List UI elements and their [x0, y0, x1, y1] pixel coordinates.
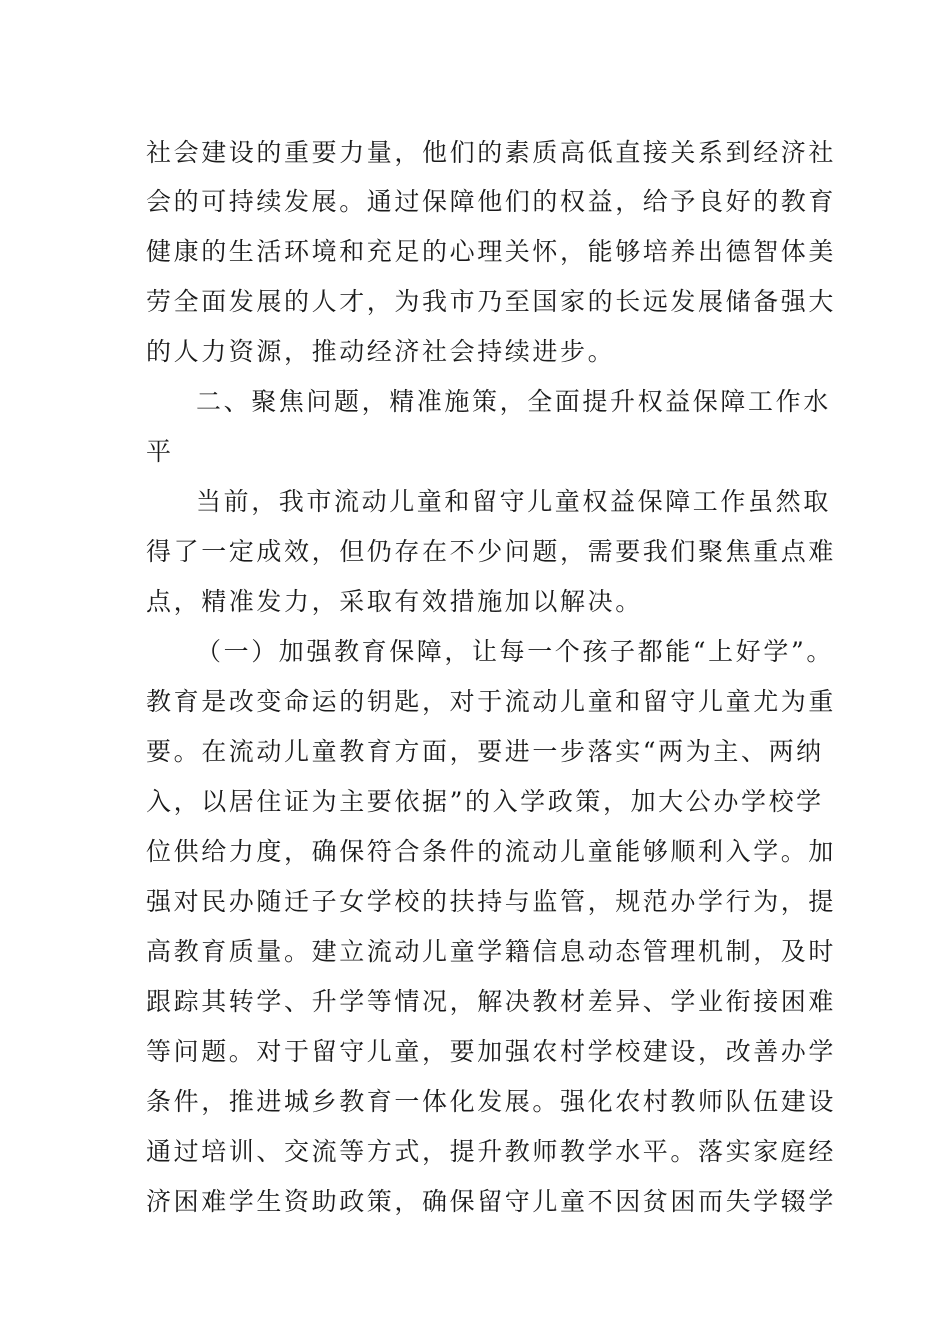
text-line: 通过培训、交流等方式，提升教师教学水平。落实家庭经	[146, 1137, 837, 1166]
text-line: 教育是改变命运的钥匙，对于流动儿童和留守儿童尤为重	[146, 687, 837, 716]
subsection-heading: （一）加强教育保障，让每一个孩子都能“上好学”。	[196, 637, 834, 666]
text-line: 跟踪其转学、升学等情况，解决教材差异、学业衔接困难	[146, 987, 837, 1016]
text-line: 强对民办随迁子女学校的扶持与监管，规范办学行为，提	[146, 887, 837, 916]
text-line: 点，精准发力，采取有效措施加以解决。	[146, 587, 643, 616]
text-line: 等问题。对于留守儿童，要加强农村学校建设，改善办学	[146, 1037, 837, 1066]
text-line: 的人力资源，推动经济社会持续进步。	[146, 337, 616, 366]
section-heading-continuation: 平	[146, 437, 174, 466]
text-line: 社会建设的重要力量，他们的素质高低直接关系到经济社	[146, 138, 837, 167]
text-line: 当前，我市流动儿童和留守儿童权益保障工作虽然取	[196, 487, 831, 516]
text-line: 高教育质量。建立流动儿童学籍信息动态管理机制，及时	[146, 937, 837, 966]
text-line: 会的可持续发展。通过保障他们的权益，给予良好的教育	[146, 187, 837, 216]
text-line: 位供给力度，确保符合条件的流动儿童能够顺利入学。加	[146, 837, 837, 866]
text-line: 济困难学生资助政策，确保留守儿童不因贫困而失学辍学	[146, 1187, 837, 1216]
text-line: 得了一定成效，但仍存在不少问题，需要我们聚焦重点难	[146, 537, 837, 566]
text-line: 入，以居住证为主要依据”的入学政策，加大公办学校学	[146, 787, 824, 816]
text-line: 条件，推进城乡教育一体化发展。强化农村教师队伍建设	[146, 1087, 837, 1116]
section-heading: 二、聚焦问题，精准施策，全面提升权益保障工作水	[196, 387, 831, 416]
text-line: 健康的生活环境和充足的心理关怀，能够培养出德智体美	[146, 237, 837, 266]
text-line: 要。在流动儿童教育方面，要进一步落实“两为主、两纳	[146, 737, 824, 766]
text-line: 劳全面发展的人才，为我市乃至国家的长远发展储备强大	[146, 287, 837, 316]
